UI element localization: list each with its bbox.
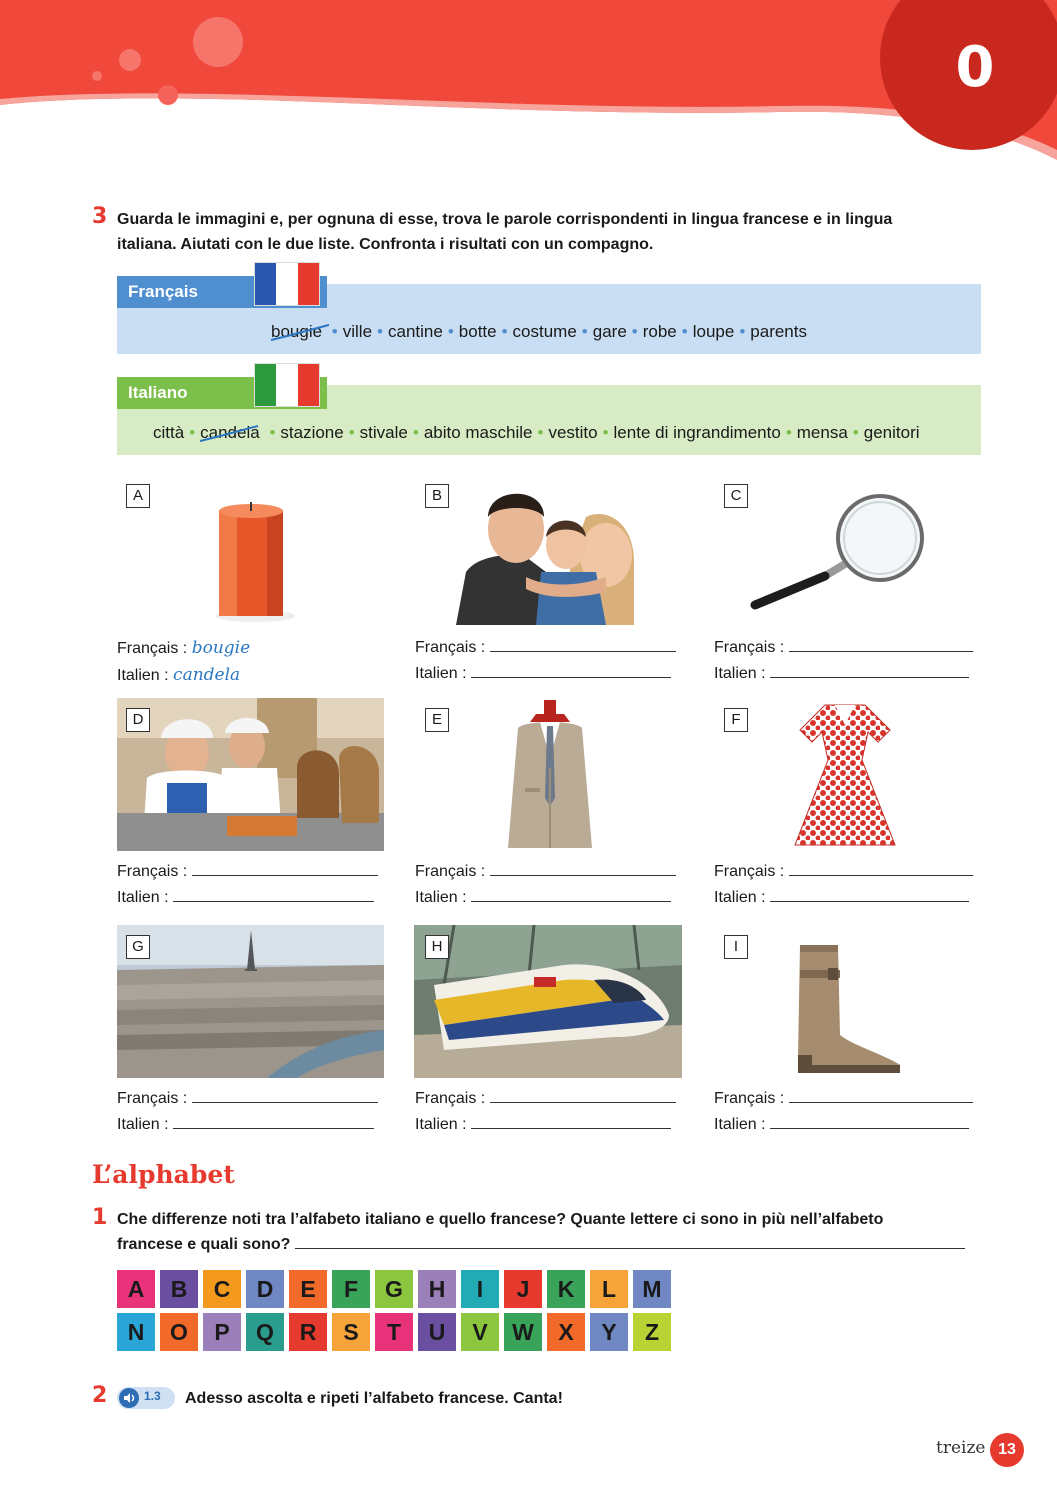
dress-image <box>790 700 900 850</box>
cell-label-h: H <box>425 935 449 959</box>
exercise-instruction-line1: Guarda le immagini e, per ognuna di esse, trova le parole corrispondenti in lingua francese e in lingua <box>117 211 893 228</box>
answer-e: Français : Italien : <box>415 859 676 911</box>
answer-d: Français : Italien : <box>117 859 378 911</box>
header-banner <box>0 0 1057 170</box>
alphabet-row-2 <box>117 1313 671 1351</box>
letter-tile-y: Y <box>590 1313 628 1351</box>
answer-g-francais-blank[interactable] <box>192 1087 378 1103</box>
alphabet-exercise1-line1: Che differenze noti tra l’alfabeto italiano e quello francese? Quante lettere ci sono in più nell’alfabeto <box>117 1211 884 1228</box>
letter-tile-n: N <box>117 1313 155 1351</box>
city-image <box>117 925 384 1078</box>
letter-tile-j: J <box>504 1270 542 1308</box>
word-struck: candela <box>200 423 260 442</box>
letter-tile-e: E <box>289 1270 327 1308</box>
answer-b-francais-blank[interactable] <box>490 636 676 652</box>
answer-e-italien-blank[interactable] <box>471 886 671 902</box>
canteen-image <box>117 698 384 851</box>
letter-tile-x: X <box>547 1313 585 1351</box>
answer-g-italien-blank[interactable] <box>173 1113 374 1129</box>
page-number: 13 <box>990 1433 1024 1467</box>
francais-word-list: bougie • ville • cantine • botte • costume • gare • robe • loupe • parents <box>271 322 807 341</box>
answer-i-italien-blank[interactable] <box>770 1113 969 1129</box>
answer-h: Français : Italien : <box>415 1086 676 1138</box>
answer-d-italien-blank[interactable] <box>173 886 374 902</box>
exercise-instruction-line2: italiana. Aiutati con le due liste. Confronta i risultati con un compagno. <box>117 236 654 253</box>
letter-tile-d: D <box>246 1270 284 1308</box>
letter-tile-f: F <box>332 1270 370 1308</box>
letter-tile-p: P <box>203 1313 241 1351</box>
letter-tile-r: R <box>289 1313 327 1351</box>
answer-f: Français : Italien : <box>714 859 973 911</box>
answer-c: Français : Italien : <box>714 635 973 687</box>
answer-b-italien-blank[interactable] <box>471 662 671 678</box>
answer-a: Français : bougie Italien : candela <box>117 638 251 685</box>
answer-a-italien: candela <box>173 665 241 685</box>
cell-label-g: G <box>126 935 150 959</box>
cell-label-a: A <box>126 484 150 508</box>
cell-label-e: E <box>425 708 449 732</box>
train-station-image <box>414 925 682 1078</box>
letter-tile-l: L <box>590 1270 628 1308</box>
letter-tile-v: V <box>461 1313 499 1351</box>
letter-tile-a: A <box>117 1270 155 1308</box>
french-flag-icon <box>255 263 319 305</box>
letter-tile-k: K <box>547 1270 585 1308</box>
answer-c-francais-blank[interactable] <box>789 636 973 652</box>
letter-tile-m: M <box>633 1270 671 1308</box>
italian-flag-icon <box>255 364 319 406</box>
alphabet-exercise1-line2: francese e quali sono? <box>117 1232 965 1257</box>
cell-label-i: I <box>724 935 748 959</box>
answer-d-francais-blank[interactable] <box>192 860 378 876</box>
audio-track-button[interactable] <box>117 1387 175 1409</box>
alphabet-exercise1-number: 1 <box>92 1205 108 1230</box>
magnifying-glass-image <box>745 490 935 620</box>
italiano-word-list: città • candela • stazione • stivale • abito maschile • vestito • lente di ingrandimento • mensa • genitori <box>153 423 920 442</box>
letter-tile-w: W <box>504 1313 542 1351</box>
suit-image <box>500 698 600 851</box>
cell-label-c: C <box>724 484 748 508</box>
italiano-tab: Italiano <box>117 377 327 409</box>
speaker-icon <box>119 1388 139 1408</box>
unit-number: 0 <box>955 35 995 100</box>
letter-tile-b: B <box>160 1270 198 1308</box>
letter-tile-t: T <box>375 1313 413 1351</box>
family-image <box>456 477 648 625</box>
alphabet-exercise2-number: 2 <box>92 1383 108 1408</box>
section-title-alphabet: L’alphabet <box>92 1160 235 1189</box>
cell-label-f: F <box>724 708 748 732</box>
strike-mark <box>198 425 260 443</box>
letter-tile-o: O <box>160 1313 198 1351</box>
alphabet-row-1 <box>117 1270 671 1308</box>
alphabet-exercise2-text: Adesso ascolta e ripeti l’alfabeto francese. Canta! <box>185 1390 563 1407</box>
word-struck: bougie <box>271 322 327 341</box>
page-word: treize <box>936 1438 986 1458</box>
answer-e-francais-blank[interactable] <box>490 860 676 876</box>
header-wave <box>0 0 1057 170</box>
letter-tile-s: S <box>332 1313 370 1351</box>
candle-image <box>200 490 310 625</box>
strike-mark <box>269 324 331 342</box>
boot-image <box>790 940 905 1078</box>
answer-h-italien-blank[interactable] <box>471 1113 671 1129</box>
cell-label-b: B <box>425 484 449 508</box>
answer-c-italien-blank[interactable] <box>770 662 969 678</box>
letter-tile-i: I <box>461 1270 499 1308</box>
answer-a-francais: bougie <box>191 638 251 658</box>
letter-tile-z: Z <box>633 1313 671 1351</box>
answer-i: Français : Italien : <box>714 1086 973 1138</box>
letter-tile-h: H <box>418 1270 456 1308</box>
answer-h-francais-blank[interactable] <box>490 1087 676 1103</box>
answer-i-francais-blank[interactable] <box>789 1087 973 1103</box>
answer-f-italien-blank[interactable] <box>770 886 969 902</box>
answer-g: Français : Italien : <box>117 1086 378 1138</box>
letter-tile-q: Q <box>246 1313 284 1351</box>
letter-tile-c: C <box>203 1270 241 1308</box>
francais-tab: Français <box>117 276 327 308</box>
alphabet-answer-blank[interactable] <box>295 1233 965 1249</box>
letter-tile-u: U <box>418 1313 456 1351</box>
exercise-number: 3 <box>92 204 108 229</box>
cell-label-d: D <box>126 708 150 732</box>
letter-tile-g: G <box>375 1270 413 1308</box>
audio-track-number: 1.3 <box>144 1389 161 1403</box>
answer-b: Français : Italien : <box>415 635 676 687</box>
answer-f-francais-blank[interactable] <box>789 860 973 876</box>
